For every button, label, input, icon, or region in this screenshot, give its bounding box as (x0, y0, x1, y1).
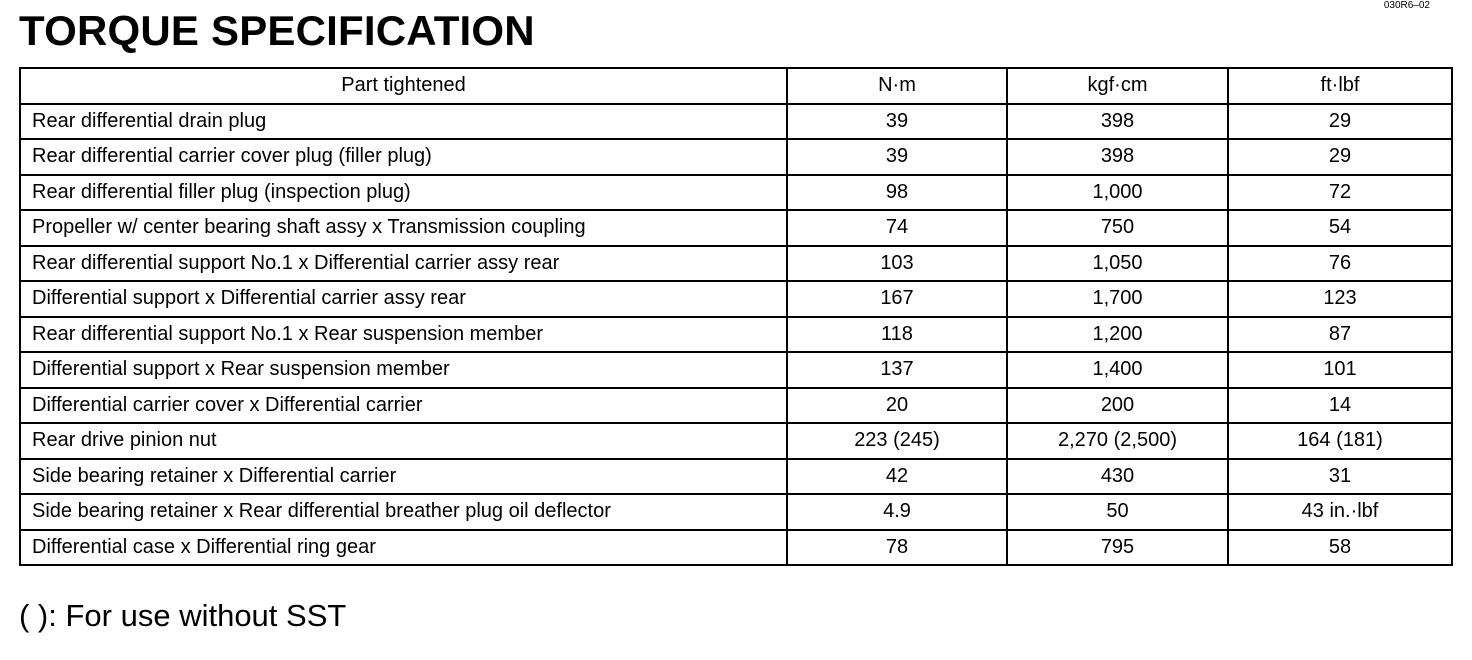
cell-kgfcm: 1,400 (1007, 352, 1228, 388)
column-header-nm: N·m (787, 68, 1007, 104)
page-title: TORQUE SPECIFICATION (19, 7, 535, 54)
cell-ftlbf: 87 (1228, 317, 1452, 353)
table-row (20, 530, 1452, 566)
torque-table (19, 67, 1453, 566)
cell-ftlbf: 101 (1228, 352, 1452, 388)
cell-kgfcm: 1,050 (1007, 246, 1228, 282)
cell-nm: 39 (787, 104, 1007, 140)
column-header-part: Part tightened (20, 68, 787, 104)
table-row (20, 175, 1452, 211)
cell-nm: 98 (787, 175, 1007, 211)
cell-kgfcm: 1,200 (1007, 317, 1228, 353)
cell-ftlbf: 14 (1228, 388, 1452, 424)
table-body (20, 104, 1452, 566)
cell-ftlbf: 76 (1228, 246, 1452, 282)
cell-nm: 20 (787, 388, 1007, 424)
cell-part: Side bearing retainer x Rear differential breather plug oil deflector (20, 494, 787, 530)
cell-nm: 223 (245) (787, 423, 1007, 459)
cell-part: Rear differential carrier cover plug (filler plug) (20, 139, 787, 175)
cell-nm: 42 (787, 459, 1007, 495)
cell-nm: 78 (787, 530, 1007, 566)
cell-kgfcm: 795 (1007, 530, 1228, 566)
cell-part: Rear differential support No.1 x Rear suspension member (20, 317, 787, 353)
cell-kgfcm: 200 (1007, 388, 1228, 424)
column-header-ftlbf: ft·lbf (1228, 68, 1452, 104)
cell-kgfcm: 398 (1007, 139, 1228, 175)
cell-part: Differential carrier cover x Differential carrier (20, 388, 787, 424)
cell-part: Differential case x Differential ring gear (20, 530, 787, 566)
cell-ftlbf: 29 (1228, 104, 1452, 140)
cell-ftlbf: 123 (1228, 281, 1452, 317)
table-row (20, 423, 1452, 459)
cell-kgfcm: 1,700 (1007, 281, 1228, 317)
cell-part: Side bearing retainer x Differential carrier (20, 459, 787, 495)
cell-kgfcm: 1,000 (1007, 175, 1228, 211)
table-row (20, 459, 1452, 495)
cell-nm: 39 (787, 139, 1007, 175)
footnote: ( ): For use without SST (19, 598, 347, 633)
document-code: 030R6–02 (1383, 0, 1430, 11)
cell-part: Rear drive pinion nut (20, 423, 787, 459)
cell-kgfcm: 430 (1007, 459, 1228, 495)
table-row (20, 281, 1452, 317)
cell-part: Rear differential support No.1 x Differential carrier assy rear (20, 246, 787, 282)
cell-kgfcm: 2,270 (2,500) (1007, 423, 1228, 459)
cell-ftlbf: 164 (181) (1228, 423, 1452, 459)
table-header-row (20, 68, 1452, 104)
cell-ftlbf: 58 (1228, 530, 1452, 566)
cell-kgfcm: 50 (1007, 494, 1228, 530)
cell-nm: 137 (787, 352, 1007, 388)
cell-nm: 4.9 (787, 494, 1007, 530)
cell-part: Rear differential drain plug (20, 104, 787, 140)
table-row (20, 388, 1452, 424)
column-header-kgfcm: kgf·cm (1007, 68, 1228, 104)
cell-kgfcm: 398 (1007, 104, 1228, 140)
cell-nm: 118 (787, 317, 1007, 353)
cell-part: Propeller w/ center bearing shaft assy x Transmission coupling (20, 210, 787, 246)
cell-part: Rear differential filler plug (inspection plug) (20, 175, 787, 211)
cell-nm: 74 (787, 210, 1007, 246)
table-row (20, 317, 1452, 353)
cell-ftlbf: 31 (1228, 459, 1452, 495)
cell-kgfcm: 750 (1007, 210, 1228, 246)
cell-ftlbf: 43 in.·lbf (1228, 494, 1452, 530)
table-row (20, 352, 1452, 388)
cell-ftlbf: 54 (1228, 210, 1452, 246)
cell-ftlbf: 29 (1228, 139, 1452, 175)
table-row (20, 494, 1452, 530)
cell-nm: 103 (787, 246, 1007, 282)
table-row (20, 139, 1452, 175)
table-row (20, 246, 1452, 282)
cell-part: Differential support x Differential carrier assy rear (20, 281, 787, 317)
cell-ftlbf: 72 (1228, 175, 1452, 211)
cell-part: Differential support x Rear suspension member (20, 352, 787, 388)
table-row (20, 210, 1452, 246)
cell-nm: 167 (787, 281, 1007, 317)
table-row (20, 104, 1452, 140)
